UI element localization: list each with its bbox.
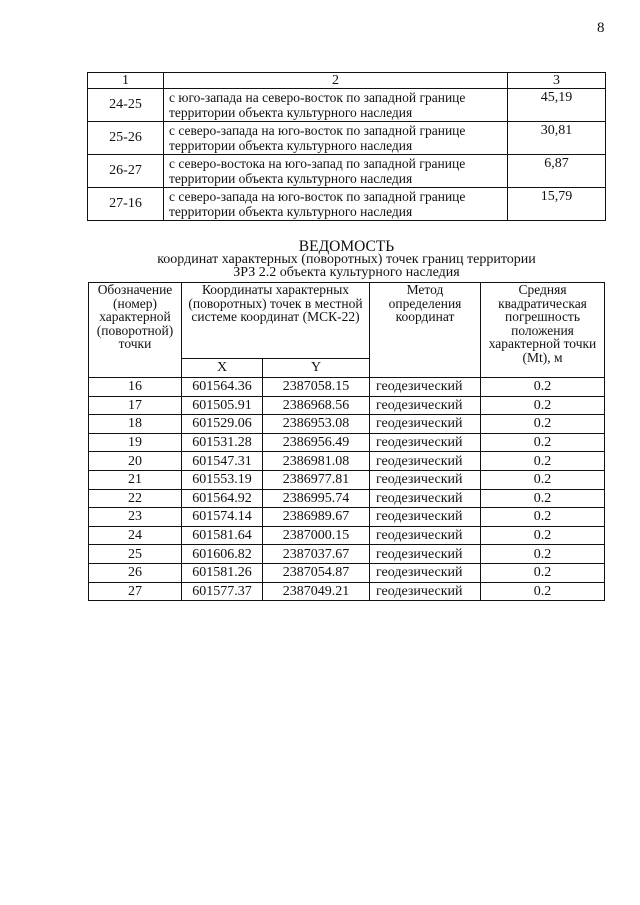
page-number: 8: [597, 20, 605, 36]
point-x: 601574.14: [182, 508, 263, 527]
segment-description: [164, 188, 508, 221]
point-number: 23: [89, 508, 182, 527]
point-x: 601505.91: [182, 396, 263, 415]
point-x: 601581.64: [182, 526, 263, 545]
segment-id: 27-16: [88, 188, 164, 221]
point-number: 24: [89, 526, 182, 545]
segment-length: 45,19: [508, 89, 606, 122]
point-method: геодезический: [370, 452, 481, 471]
point-y: 2386989.67: [263, 508, 370, 527]
segment-description: [164, 89, 508, 122]
point-number: 16: [89, 378, 182, 397]
point-number: 25: [89, 545, 182, 564]
header-error: Средняя квадратическая погрешность положения характерной точки (Mt), м: [481, 283, 605, 378]
point-row: [89, 563, 605, 582]
point-method: геодезический: [370, 415, 481, 434]
point-method: геодезический: [370, 378, 481, 397]
point-y: 2387049.21: [263, 582, 370, 601]
point-method: геодезический: [370, 489, 481, 508]
segment-length: 30,81: [508, 122, 606, 155]
point-row: [89, 508, 605, 527]
segment-row: [88, 155, 606, 188]
point-number: 21: [89, 470, 182, 489]
point-x: 601564.36: [182, 378, 263, 397]
segments-header-row: [88, 73, 606, 89]
point-y: 2386981.08: [263, 452, 370, 471]
points-table: [88, 282, 605, 601]
statement-title: ВЕДОМОСТЬ: [298, 238, 395, 255]
segment-description: [164, 155, 508, 188]
point-y: 2387000.15: [263, 526, 370, 545]
point-number: 20: [89, 452, 182, 471]
point-method: геодезический: [370, 396, 481, 415]
point-error: 0.2: [481, 508, 605, 527]
point-number: 17: [89, 396, 182, 415]
segment-direction: с северо-востока на юго-запад по западной границе: [169, 156, 466, 171]
point-row: [89, 396, 605, 415]
point-number: 22: [89, 489, 182, 508]
point-row: [89, 452, 605, 471]
point-number: 18: [89, 415, 182, 434]
point-method: геодезический: [370, 582, 481, 601]
point-error: 0.2: [481, 563, 605, 582]
segment-direction: с юго-запада на северо-восток по западной границе: [169, 90, 466, 105]
header-point-number: Обозначение (номер) характерной (поворотной) точки: [89, 283, 182, 378]
point-method: геодезический: [370, 470, 481, 489]
point-x: 601581.26: [182, 563, 263, 582]
point-error: 0.2: [481, 526, 605, 545]
point-error: 0.2: [481, 433, 605, 452]
point-row: [89, 545, 605, 564]
point-y: 2386977.81: [263, 470, 370, 489]
point-y: 2386995.74: [263, 489, 370, 508]
point-error: 0.2: [481, 470, 605, 489]
segment-id: 25-26: [88, 122, 164, 155]
point-number: 27: [89, 582, 182, 601]
segments-header-3: 3: [508, 73, 606, 89]
point-method: геодезический: [370, 563, 481, 582]
point-error: 0.2: [481, 582, 605, 601]
point-row: [89, 433, 605, 452]
segment-boundary: территории объекта культурного наследия: [169, 171, 413, 186]
segment-boundary: территории объекта культурного наследия: [169, 138, 413, 153]
point-x: 601529.06: [182, 415, 263, 434]
point-error: 0.2: [481, 452, 605, 471]
segment-boundary: территории объекта культурного наследия: [169, 204, 413, 219]
segment-row: [88, 188, 606, 221]
point-row: [89, 526, 605, 545]
statement-subtitle-line1: координат характерных (поворотных) точек границ территории: [157, 252, 536, 267]
segment-id: 26-27: [88, 155, 164, 188]
segment-length: 6,87: [508, 155, 606, 188]
statement-subtitle-line2: ЗРЗ 2.2 объекта культурного наследия: [233, 265, 460, 280]
header-coordinates: Координаты характерных (поворотных) точек в местной системе координат (МСК-22): [182, 283, 370, 359]
point-row: [89, 415, 605, 434]
segment-description: [164, 122, 508, 155]
header-y: Y: [263, 359, 370, 378]
point-row: [89, 489, 605, 508]
segments-header-1: 1: [88, 73, 164, 89]
point-row: [89, 470, 605, 489]
segment-length: 15,79: [508, 188, 606, 221]
point-error: 0.2: [481, 415, 605, 434]
segment-direction: с северо-запада на юго-восток по западной границе: [169, 123, 466, 138]
point-method: геодезический: [370, 433, 481, 452]
point-error: 0.2: [481, 489, 605, 508]
point-x: 601531.28: [182, 433, 263, 452]
point-number: 26: [89, 563, 182, 582]
point-method: геодезический: [370, 526, 481, 545]
points-header-row: [89, 283, 605, 359]
point-x: 601553.19: [182, 470, 263, 489]
point-number: 19: [89, 433, 182, 452]
header-x: X: [182, 359, 263, 378]
segment-direction: с северо-запада на юго-восток по западной границе: [169, 189, 466, 204]
point-method: геодезический: [370, 545, 481, 564]
point-y: 2387058.15: [263, 378, 370, 397]
segments-header-2: 2: [164, 73, 508, 89]
point-method: геодезический: [370, 508, 481, 527]
point-y: 2386953.08: [263, 415, 370, 434]
point-y: 2386956.49: [263, 433, 370, 452]
point-x: 601547.31: [182, 452, 263, 471]
point-x: 601606.82: [182, 545, 263, 564]
point-x: 601577.37: [182, 582, 263, 601]
point-y: 2387054.87: [263, 563, 370, 582]
segment-row: [88, 122, 606, 155]
header-method: Метод определения координат: [370, 283, 481, 378]
point-error: 0.2: [481, 396, 605, 415]
point-row: [89, 378, 605, 397]
segment-id: 24-25: [88, 89, 164, 122]
segment-boundary: территории объекта культурного наследия: [169, 105, 413, 120]
point-y: 2386968.56: [263, 396, 370, 415]
segments-table: [87, 72, 606, 221]
point-row: [89, 582, 605, 601]
point-error: 0.2: [481, 378, 605, 397]
segment-row: [88, 89, 606, 122]
point-x: 601564.92: [182, 489, 263, 508]
point-error: 0.2: [481, 545, 605, 564]
point-y: 2387037.67: [263, 545, 370, 564]
